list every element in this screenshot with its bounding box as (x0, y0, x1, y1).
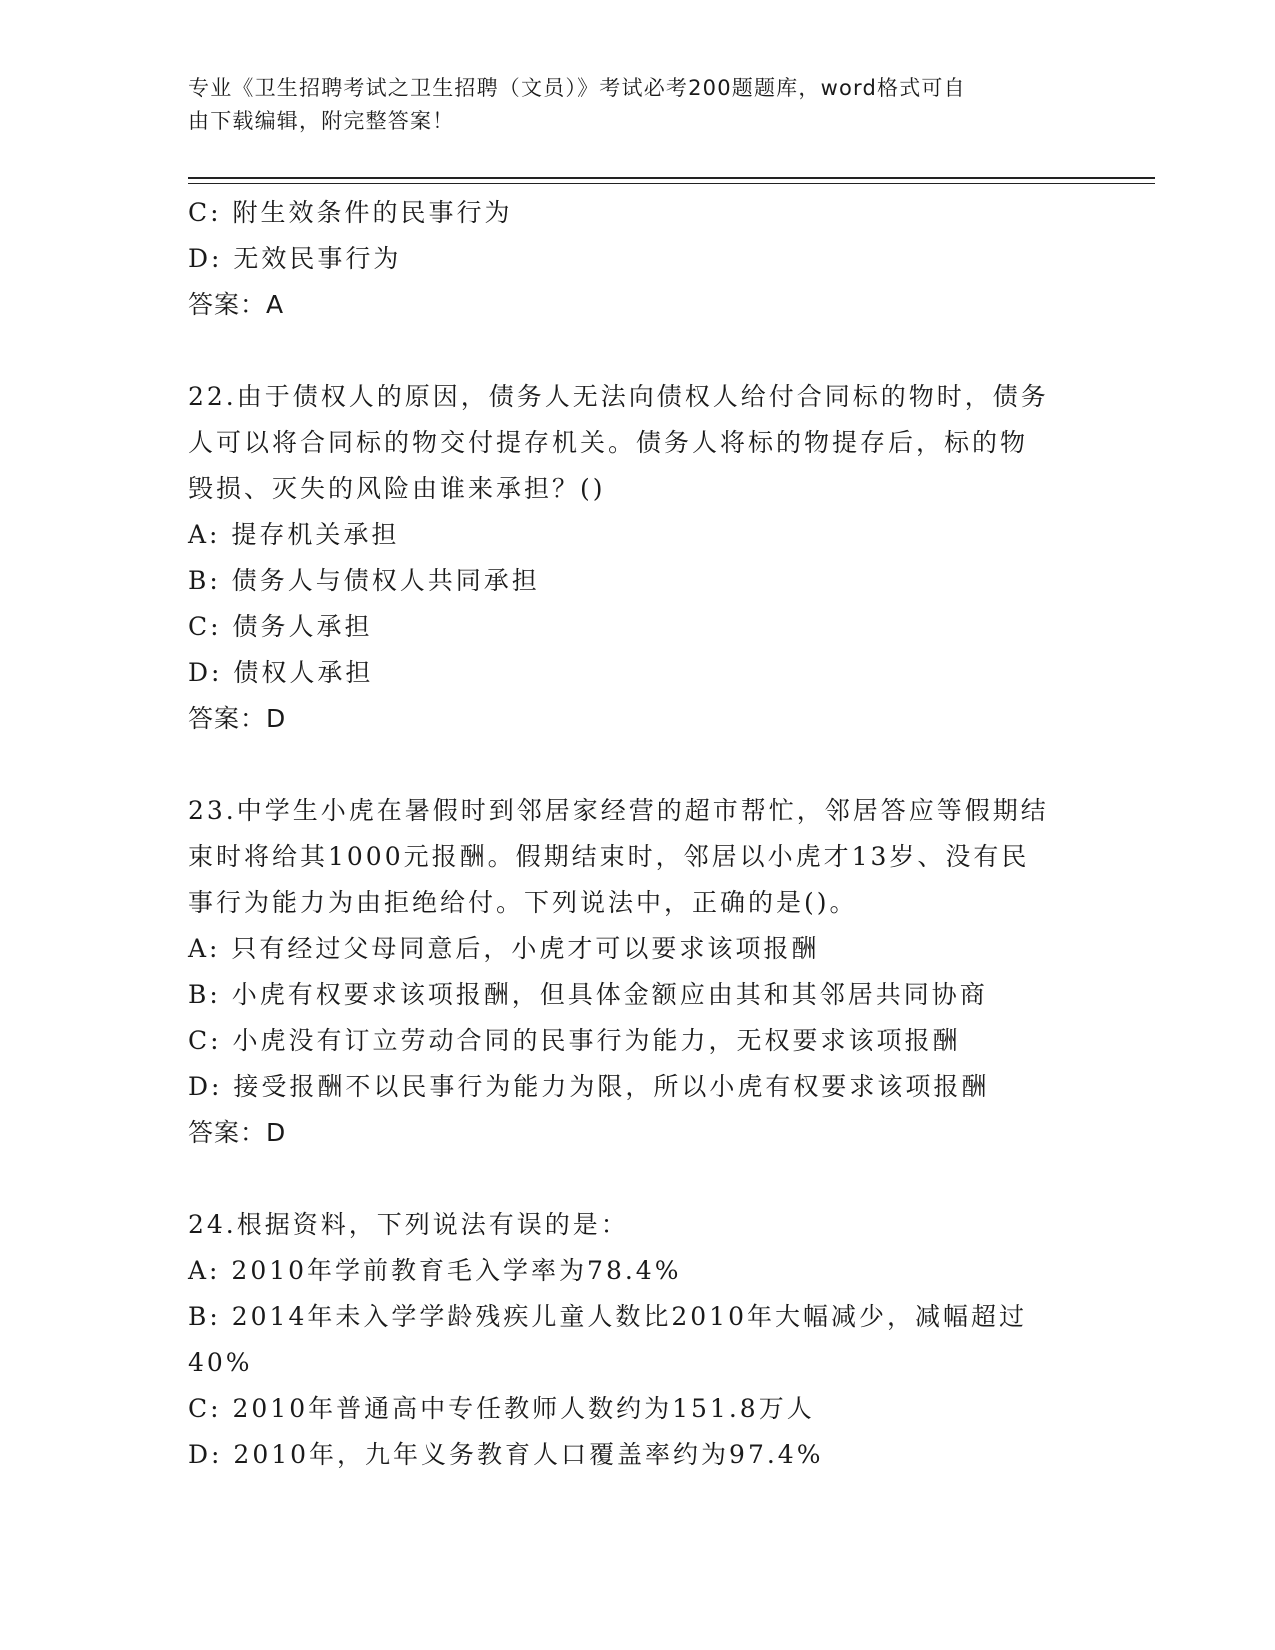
question-24 (188, 1202, 1088, 1478)
question-23 (188, 788, 1088, 1156)
q24-option-b-line-2: 40% (188, 1348, 253, 1377)
spacer (188, 742, 1088, 788)
q24-option-d: D: 2010年，九年义务教育人口覆盖率约为97.4% (188, 1440, 824, 1469)
header-line-2: 由下载编辑，附完整答案！ (188, 109, 455, 133)
q21-option-d: D: 无效民事行为 (188, 244, 402, 273)
q23-option-c: C: 小虎没有订立劳动合同的民事行为能力，无权要求该项报酬 (188, 1026, 961, 1055)
q24-option-c: C: 2010年普通高中专任教师人数约为151.8万人 (188, 1394, 815, 1423)
q24-option-a: A: 2010年学前教育毛入学率为78.4% (188, 1256, 682, 1285)
q21-answer: 答案：A (188, 290, 285, 319)
q23-stem-line-2: 束时将给其1000元报酬。假期结束时，邻居以小虎才13岁、没有民 (188, 842, 1030, 871)
q23-option-a: A: 只有经过父母同意后，小虎才可以要求该项报酬 (188, 934, 820, 963)
q23-stem-line-3: 事行为能力为由拒绝给付。下列说法中，正确的是()。 (188, 888, 858, 917)
header-rule-thin (188, 183, 1155, 184)
q22-stem-line-1: 22.由于债权人的原因，债务人无法向债权人给付合同标的物时，债务 (188, 382, 1049, 411)
question-content (188, 190, 1088, 1478)
q22-stem-line-2: 人可以将合同标的物交付提存机关。债务人将标的物提存后，标的物 (188, 428, 1029, 457)
q23-stem-line-1: 23.中学生小虎在暑假时到邻居家经营的超市帮忙，邻居答应等假期结 (188, 796, 1049, 825)
q22-stem-line-3: 毁损、灭失的风险由谁来承担？() (188, 474, 606, 503)
q22-answer: 答案：D (188, 704, 287, 733)
header-line-1: 专业《卫生招聘考试之卫生招聘（文员）》考试必考200题题库，word格式可自 (188, 76, 966, 100)
question-21-tail (188, 190, 1088, 328)
q22-option-c: C: 债务人承担 (188, 612, 373, 641)
question-22 (188, 374, 1088, 742)
q22-option-a: A: 提存机关承担 (188, 520, 400, 549)
page-header (188, 72, 1068, 138)
spacer (188, 1156, 1088, 1202)
spacer (188, 328, 1088, 374)
q22-option-d: D: 债权人承担 (188, 658, 374, 687)
q21-option-c: C: 附生效条件的民事行为 (188, 198, 513, 227)
q24-option-b-line-1: B: 2014年未入学学龄残疾儿童人数比2010年大幅减少，减幅超过 (188, 1302, 1027, 1331)
q23-answer: 答案：D (188, 1118, 287, 1147)
header-rule-thick (188, 177, 1155, 179)
q22-option-b: B: 债务人与债权人共同承担 (188, 566, 540, 595)
q23-option-d: D: 接受报酬不以民事行为能力为限，所以小虎有权要求该项报酬 (188, 1072, 990, 1101)
q23-option-b: B: 小虎有权要求该项报酬，但具体金额应由其和其邻居共同协商 (188, 980, 988, 1009)
q24-stem-line-1: 24.根据资料，下列说法有误的是： (188, 1210, 629, 1239)
